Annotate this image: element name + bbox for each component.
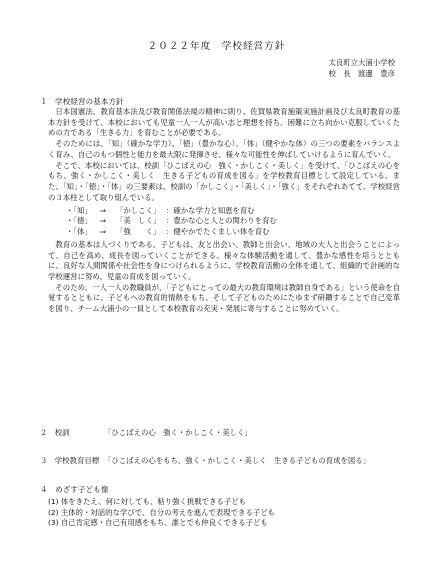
pillar-key: ・「知」: [66, 205, 92, 215]
document-title: ２０２２年度 学校経営方針: [147, 41, 286, 52]
arrow-icon: ⇒: [99, 205, 107, 215]
section-1-heading: １ 学校経営の基本方針: [40, 97, 124, 106]
pillar-desc: ：健やかでたくましい体を育む: [166, 227, 270, 237]
section-2: [40, 428, 400, 439]
section-2-heading: ２ 校訓: [40, 428, 70, 437]
pillar-word: 「強 く」: [116, 227, 161, 237]
section-2-row: [40, 428, 400, 439]
pillar-list: [66, 206, 400, 238]
list-item: (2) 主体的・対話的な学びで、自分の考えを進んで表現できる子ども: [48, 507, 276, 517]
pillar-desc: ：確かな学力と知恵を育む: [166, 205, 255, 215]
principal-name: 校 長 渡邊 豊彦: [328, 69, 395, 79]
section-1: [40, 96, 400, 315]
arrow-icon: ⇒: [99, 216, 107, 226]
pillar-item: [66, 227, 400, 238]
section-1-paragraph-2: そのためには、「知」（確かな学力）、「徳」（豊かな心）、「体」（健やかな体）の三つの要素をバランスよく育み、自己のもつ個性と能力を最大限に発揮させ、様々な可能性を伸ばしていけるように育んでいく。: [48, 139, 400, 159]
section-4: [40, 484, 400, 529]
school-motto: 「ひこばえの心 強く・かしこく・美しく」: [104, 428, 252, 437]
pillar-desc: ：豊かな心と人との関わりを育む: [166, 216, 277, 226]
educational-goal: 「ひこばえの心をもち、強く・かしこく・美しく 生きる子どもの育成を図る」: [104, 456, 371, 465]
pillar-word: 「美 しく」: [116, 216, 161, 226]
child-ideal-list: [48, 497, 400, 529]
list-item: (1) 体をきたえ、何に対しても、粘り強く挑戦できる子ども: [48, 497, 247, 506]
pillar-key: ・「徳」: [66, 216, 92, 226]
school-name: 太良町立大浦小学校: [328, 58, 395, 67]
section-1-paragraph-3: そこで、本校においては、校訓「ひこばえの心 強く・かしこく・美しく」を受けて、「ひこばえの心をもち、強く・かしこく・美しく 生きる子どもの育成を図る」を学校教育目標として設定している。また、「知」・「徳」・「体」の三要素は、校訓の「かしこく」・「美しく」・「強く」をそれぞれあてて、学校経営の３本柱として取り組んでいる。: [48, 160, 400, 202]
section-1-paragraph-1: 日本国憲法、教育基本法及び教育関係法規の精神に則り、佐賀県教育施策実施計画及び太良町教育の基本方針を受けて、本校においても児童一人一人が高い志と理想を持ち、困難に立ち向かい克服していくための力である「生きる力」を育むことが必要である。: [48, 107, 400, 138]
list-item: (3) 自己肯定感・自己有用感をもち、誰とでも仲良くできる子ども: [48, 518, 268, 528]
pillar-item: [66, 216, 400, 227]
section-3-heading: ３ 学校教育目標: [40, 456, 100, 465]
section-1-paragraph-5: そのため、一人一人の教職員が、「子どもにとっての最大の教育環境は教師自身である」という使命を自覚するとともに、子どもへの教育的情熱をもち、そして子どものためにたゆまず研鑽することで自己変革を図り、チーム大浦小の一員として本校教育の充実・発展に寄与することに努めていく。: [48, 282, 400, 314]
author-block: [328, 57, 395, 80]
section-3: [40, 456, 400, 467]
arrow-icon: ⇒: [99, 227, 107, 237]
pillar-item: [66, 206, 400, 217]
section-1-paragraph-4: 教育の基本は人づくりである。子どもは、友と出会い、教師と出会い、地域の大人と出会うことによって、自己を高め、成長を図っていくことができる。様々な体験活動を通して、豊かな感性を培うとともに、良好な人間関係や社会性を身につけられるように、学校教育活動の全体を通して、組織的で計画的な学校運営に努め、児童の育成を図っていく。: [48, 239, 400, 282]
pillar-word: 「かしこく」: [116, 205, 161, 215]
section-4-heading: ４ めざす子ども像: [40, 485, 109, 494]
section-3-row: [40, 456, 400, 467]
pillar-key: ・「体」: [66, 227, 92, 237]
